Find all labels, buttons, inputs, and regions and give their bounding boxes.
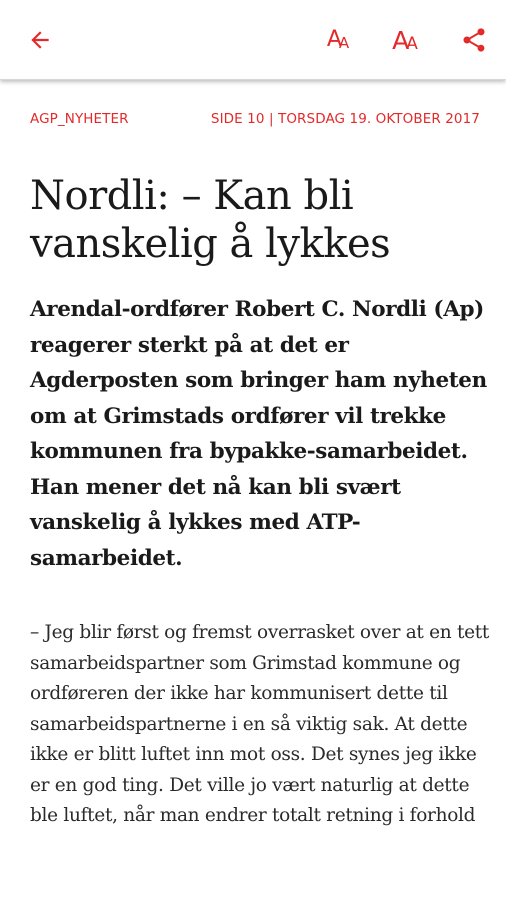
share-icon — [460, 26, 488, 54]
decrease-font-size-button[interactable] — [316, 16, 360, 64]
article-headline: Nordli: – Kan bli vanskelig å lykkes — [30, 173, 391, 267]
article-lead: Arendal-ordfører Robert C. Nordli (Ap) reagerer sterkt på at det er Agderposten som bringer ham nyheten om at Grimstads ordfører vil trekke kommunen fra bypakke-samarbeidet. Han mener det nå kan bli svært vanskelig å lykkes med ATP-samarbeidet. — [30, 297, 487, 571]
section-label: AGP_NYHETER — [30, 111, 129, 127]
back-button[interactable] — [20, 16, 60, 64]
app-toolbar — [0, 0, 506, 80]
share-button[interactable] — [452, 16, 496, 64]
increase-font-size-button[interactable] — [383, 16, 427, 64]
font-size-small-icon: A A — [326, 27, 350, 52]
font-size-large-icon: A A — [392, 25, 418, 55]
page-date-label: SIDE 10 | TORSDAG 19. OKTOBER 2017 — [210, 111, 480, 127]
arrow-left-icon — [27, 27, 53, 53]
article-body: – Jeg blir først og fremst overrasket over at en tett samarbeidspartner som Grimstad kommune og ordføreren der ikke har kommunisert dette til samarbeidspartnerne i en så viktig sak. At dette ikke er blitt luftet inn mot oss. Det synes jeg ikke er en god ting. Det ville jo vært naturlig at dette ble luftet, når man endrer totalt retning i forhold — [30, 622, 490, 826]
